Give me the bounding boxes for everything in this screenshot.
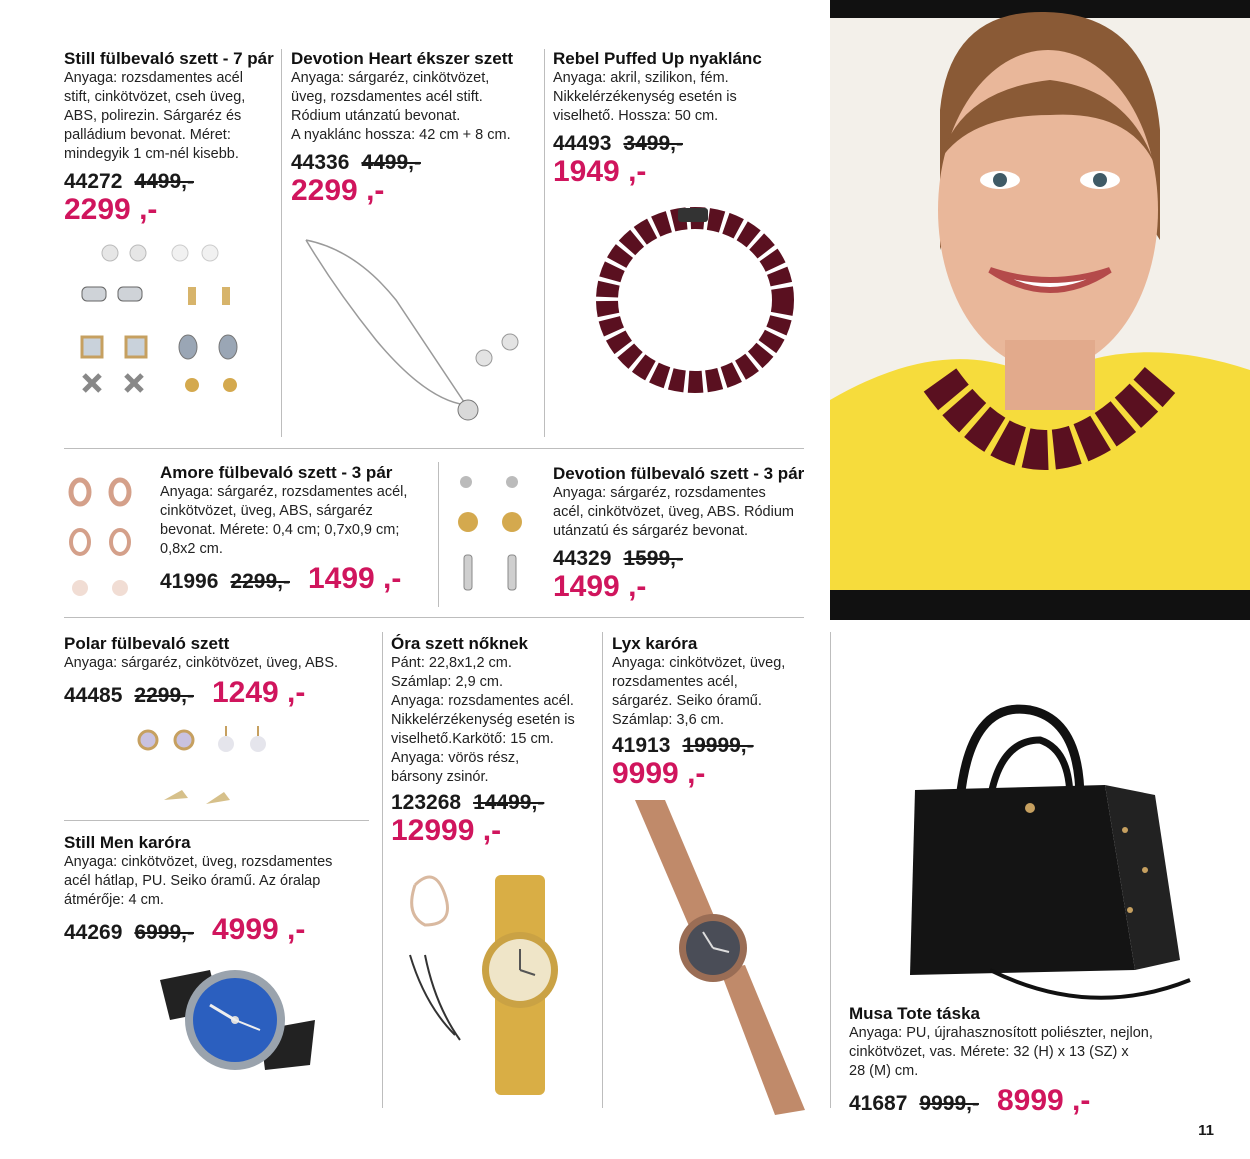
product-title: Polar fülbevaló szett [64, 634, 230, 653]
price-row [391, 791, 601, 815]
product-desc: Anyaga: sárgaréz, rozsdamentes acél, cinkötvözet, üveg, ABS. Ródium utánzatú és sárgaréz bevonat. [553, 485, 794, 539]
product-still-earrings [64, 49, 274, 226]
new-price: 9999 ,- [612, 757, 706, 790]
product-code: 44485 [64, 684, 123, 707]
old-price: 1599,- [623, 547, 683, 570]
model-photo [830, 0, 1250, 620]
product-lyx-watch [612, 634, 822, 790]
price-row [64, 170, 274, 194]
divider [544, 49, 545, 437]
polar-earrings-image [130, 720, 280, 820]
product-desc: Anyaga: rozsdamentes acél stift, cinkötvözet, cseh üveg, ABS, polirezin. Sárgaréz és palládium bevonat. Méret: mindegyik 1 cm-nél kisebb. [64, 70, 246, 162]
product-code: 41913 [612, 734, 671, 757]
price-row [612, 734, 822, 758]
old-price: 19999,- [682, 734, 754, 757]
price-row [64, 677, 364, 709]
new-price: 1499 ,- [553, 570, 647, 603]
product-title: Óra szett nőknek [391, 634, 528, 653]
product-still-men-watch [64, 833, 364, 946]
product-code: 44329 [553, 547, 612, 570]
product-code: 44493 [553, 132, 612, 155]
product-desc: Anyaga: cinkötvözet, üveg, rozsdamentes acél, sárgaréz. Seiko óramű. Számlap: 3,6 cm. [612, 655, 786, 728]
divider [830, 632, 831, 1108]
product-desc: Anyaga: PU, újrahasznosított poliészter, nejlon, cinkötvözet, vas. Mérete: 32 (H) x 13 (SZ) x 28 (M) cm. [849, 1025, 1153, 1079]
product-code: 123268 [391, 791, 462, 814]
product-title: Still Men karóra [64, 833, 191, 852]
lyx-watch-image [625, 800, 815, 1120]
heart-necklace-image [296, 230, 536, 430]
price-row [291, 151, 541, 175]
ora-szett-image [395, 865, 595, 1105]
price-row [64, 914, 364, 946]
old-price: 2299,- [134, 684, 194, 707]
new-price: 2299 ,- [291, 174, 385, 207]
musa-bag-image [890, 700, 1210, 1000]
product-polar-earrings [64, 634, 364, 709]
old-price: 3499,- [623, 132, 683, 155]
product-desc: Anyaga: cinkötvözet, üveg, rozsdamentes acél hátlap, PU. Seiko óramű. Az óralap átmérője: 4 cm. [64, 854, 333, 908]
price-row [160, 563, 430, 595]
product-musa-bag [849, 1004, 1209, 1117]
price-row [849, 1085, 1209, 1117]
new-price: 2299 ,- [64, 193, 158, 226]
new-price: 1499 ,- [307, 562, 402, 595]
still-men-watch-image [150, 950, 320, 1090]
new-price: 4999 ,- [211, 913, 306, 946]
divider [438, 462, 439, 607]
product-title: Musa Tote táska [849, 1004, 981, 1023]
product-devotion-heart [291, 49, 541, 207]
price-row [553, 132, 813, 156]
old-price: 4499,- [361, 151, 421, 174]
new-price: 12999 ,- [391, 814, 502, 847]
product-code: 41996 [160, 570, 219, 593]
product-code: 44272 [64, 170, 123, 193]
product-desc: Pánt: 22,8x1,2 cm. Számlap: 2,9 cm. Anyaga: rozsdamentes acél. Nikkelérzékenység esetén is viselhető.Karkötő: 15 cm. Anyaga: vörös rész, bársony zsinór. [391, 655, 575, 785]
product-title: Rebel Puffed Up nyaklánc [553, 49, 762, 68]
product-title: Devotion Heart ékszer szett [291, 49, 514, 68]
price-row [553, 547, 813, 571]
product-desc: Anyaga: akril, szilikon, fém. Nikkelérzékenység esetén is viselhető. Hossza: 50 cm. [553, 70, 737, 124]
rebel-necklace-image [590, 200, 800, 405]
still-earrings-image [70, 235, 270, 425]
product-code: 44336 [291, 151, 350, 174]
new-price: 1249 ,- [211, 676, 306, 709]
amore-earrings-image [62, 470, 152, 600]
product-ora-szett [391, 634, 601, 847]
product-desc: Anyaga: sárgaréz, cinkötvözet, üveg, ABS. [64, 655, 339, 671]
product-amore-earrings [160, 463, 430, 595]
divider [602, 632, 603, 1108]
old-price: 9999,- [919, 1092, 979, 1115]
product-rebel-necklace [553, 49, 813, 188]
product-code: 44269 [64, 921, 123, 944]
page-number: 11 [1198, 1122, 1214, 1139]
product-devotion-earrings [553, 464, 813, 603]
new-price: 8999 ,- [996, 1084, 1091, 1117]
product-title: Lyx karóra [612, 634, 698, 653]
product-title: Amore fülbevaló szett - 3 pár [160, 463, 393, 482]
product-title: Devotion fülbevaló szett - 3 pár [553, 464, 805, 483]
product-title: Still fülbevaló szett - 7 pár [64, 49, 274, 68]
old-price: 14499,- [473, 791, 545, 814]
product-code: 41687 [849, 1092, 908, 1115]
divider [64, 820, 369, 821]
divider [64, 448, 804, 449]
product-desc: Anyaga: sárgaréz, rozsdamentes acél, cinkötvözet, üveg, ABS, sárgaréz bevonat. Mérete: 0,4 cm; 0,7x0,9 cm; 0,8x2 cm. [160, 484, 408, 557]
old-price: 2299,- [230, 570, 290, 593]
devotion-earrings-image [450, 470, 540, 600]
new-price: 1949 ,- [553, 155, 647, 188]
product-desc: Anyaga: sárgaréz, cinkötvözet, üveg, rozsdamentes acél stift. Ródium utánzatú bevonat. A nyaklánc hossza: 42 cm + 8 cm. [291, 70, 511, 143]
divider [382, 632, 383, 1108]
divider [64, 617, 804, 618]
old-price: 4499,- [134, 170, 194, 193]
old-price: 6999,- [134, 921, 194, 944]
divider [281, 49, 282, 437]
